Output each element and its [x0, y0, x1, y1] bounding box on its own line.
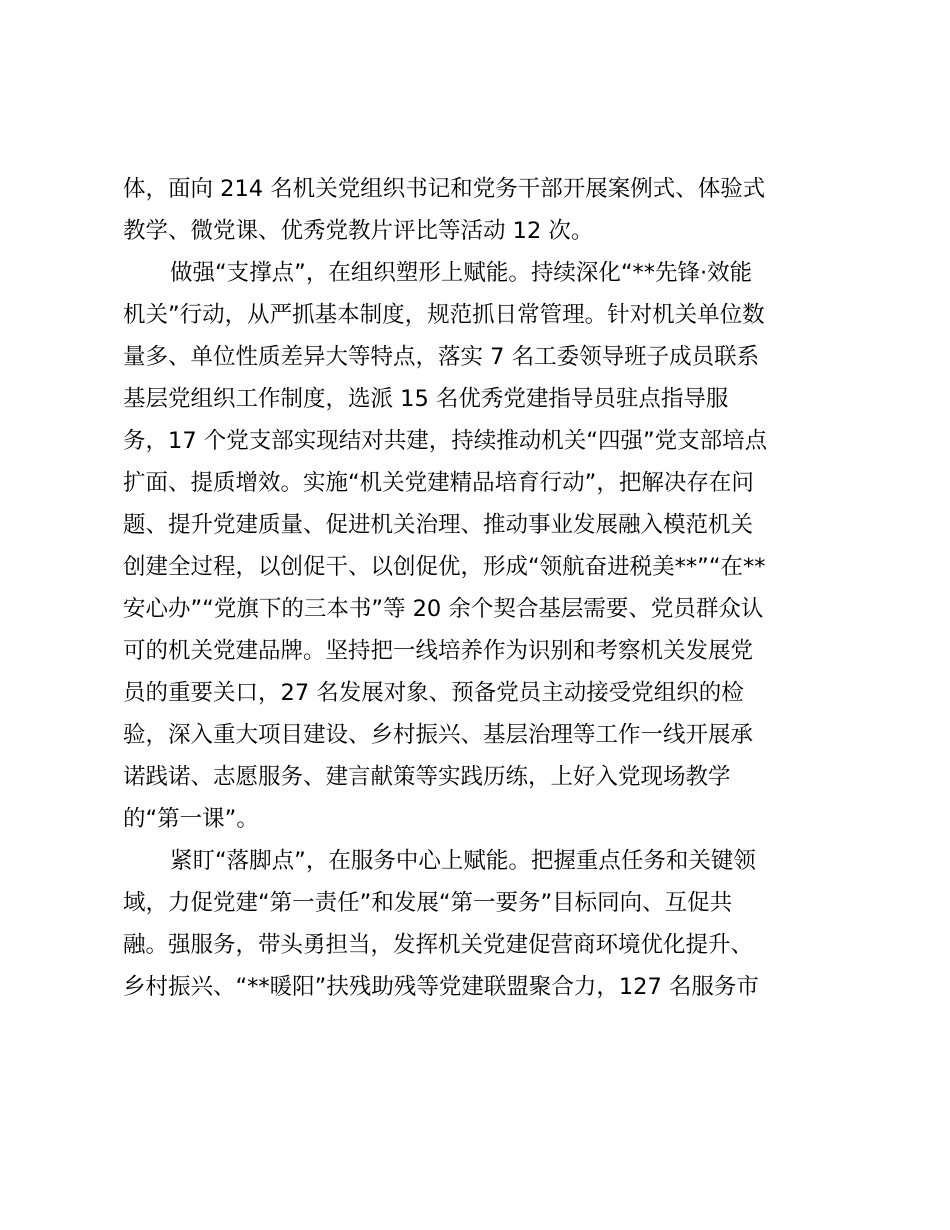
- text-line: 务，17 个党支部实现结对共建，持续推动机关“四强”党支部培点: [123, 428, 768, 454]
- text-line: 诺践诺、志愿服务、建言献策等实践历练，上好入党现场教学: [123, 764, 731, 790]
- text-line: 安心办”“党旗下的三本书”等 20 余个契合基层需要、党员群众认: [123, 596, 764, 622]
- paragraph-start-line: 做强“支撑点”，在组织塑形上赋能。持续深化“**先锋·效能: [170, 260, 753, 286]
- text-line: 域，力促党建“第一责任”和发展“第一要务”目标同向、互促共: [123, 890, 733, 916]
- text-line: 量多、单位性质差异大等特点，落实 7 名工委领导班子成员联系: [123, 344, 760, 370]
- paragraph-start-line: 紧盯“落脚点”，在服务中心上赋能。把握重点任务和关键领: [170, 848, 756, 874]
- text-line: 教学、微党课、优秀党教片评比等活动 12 次。: [123, 218, 594, 244]
- text-line: 融。强服务，带头勇担当，发挥机关党建促营商环境优化提升、: [123, 932, 754, 958]
- text-line: 机关”行动，从严抓基本制度，规范抓日常管理。针对机关单位数: [123, 302, 765, 328]
- text-line: 题、提升党建质量、促进机关治理、推动事业发展融入模范机关: [123, 512, 754, 538]
- text-line: 的“第一课”。: [123, 806, 259, 832]
- text-line: 体，面向 214 名机关党组织书记和党务干部开展案例式、体验式: [123, 176, 766, 202]
- text-line: 基层党组织工作制度，选派 15 名优秀党建指导员驻点指导服: [123, 386, 729, 412]
- document-body: [123, 168, 843, 1008]
- text-line: 验，深入重大项目建设、乡村振兴、基层治理等工作一线开展承: [123, 722, 754, 748]
- text-line: 扩面、提质增效。实施“机关党建精品培育行动”，把解决存在问: [123, 470, 754, 496]
- text-line: 乡村振兴、“**暖阳”扶残助残等党建联盟聚合力，127 名服务市: [123, 974, 759, 1000]
- text-line: 可的机关党建品牌。坚持把一线培养作为识别和考察机关发展党: [123, 638, 754, 664]
- text-line: 创建全过程，以创促干、以创促优，形成“领航奋进税美**”“在**: [123, 554, 766, 580]
- text-line: 员的重要关口，27 名发展对象、预备党员主动接受党组织的检: [123, 680, 744, 706]
